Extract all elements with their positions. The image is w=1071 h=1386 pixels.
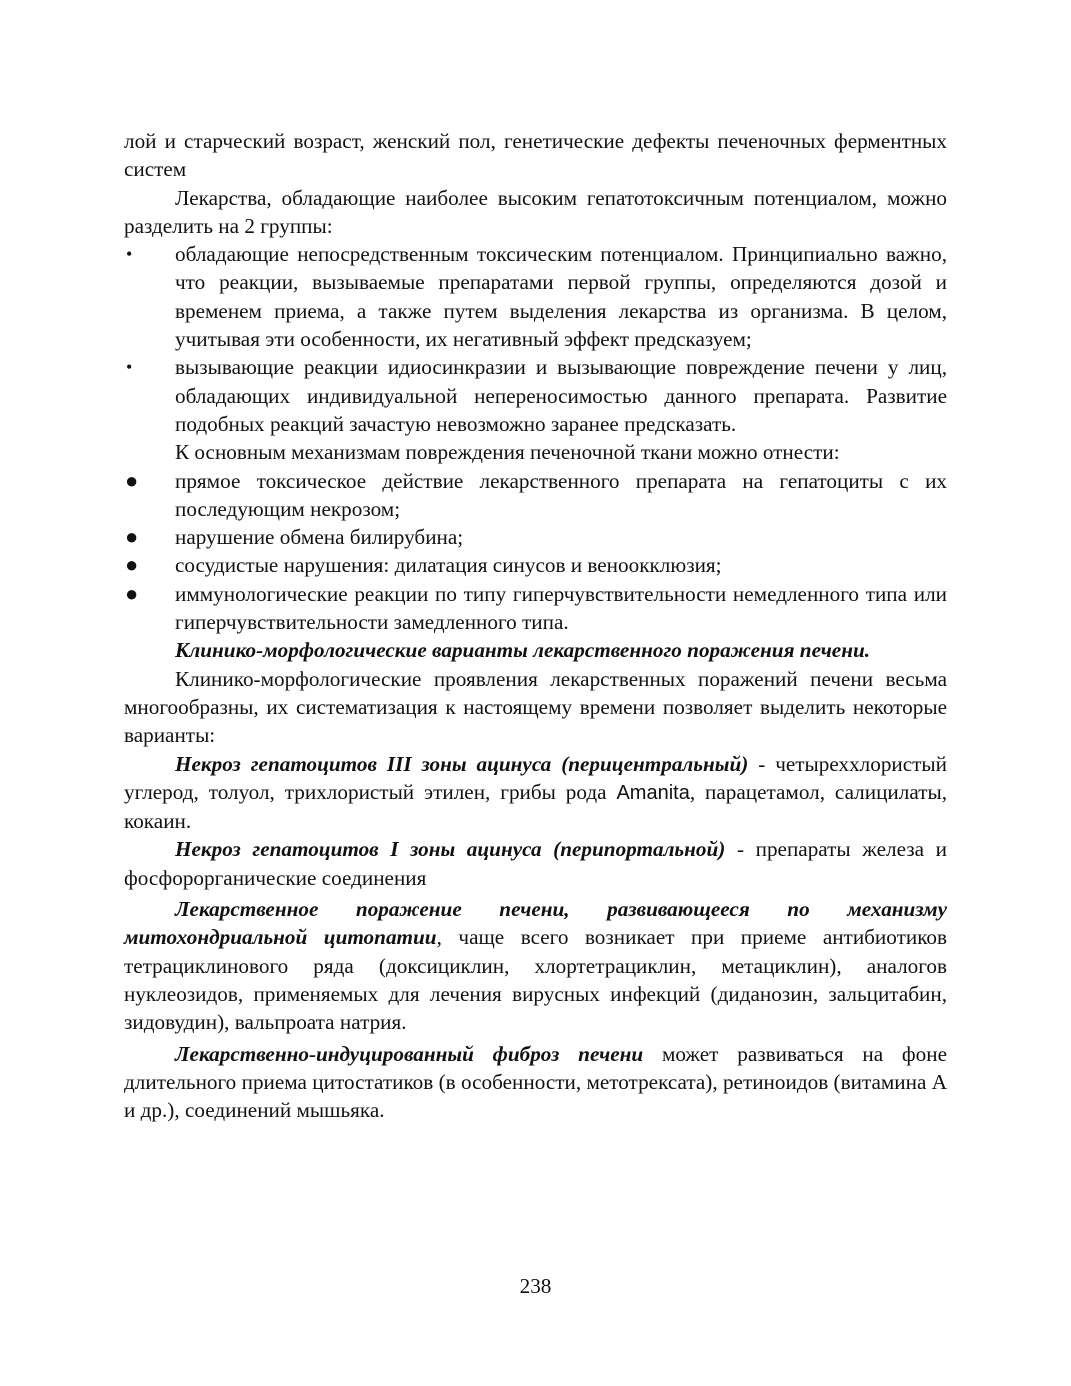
list-item	[124, 551, 947, 579]
list-item-text: сосудистые нарушения: дилатация синусов и веноокклюзия;	[175, 553, 722, 578]
list-item	[124, 580, 947, 637]
variant-description: - четыреххлористый углерод, толуол, трихлористый этилен, грибы рода	[124, 751, 947, 804]
variant-term: Лекарственно-индуцированный фиброз печени	[175, 1041, 644, 1066]
paragraph-variant-fibrosis	[124, 1040, 947, 1125]
list-item	[124, 467, 947, 524]
paragraph-variant-mitochondrial	[124, 895, 947, 1036]
list-item-text: иммунологические реакции по типу гиперчувствительности немедленного типа или гиперчувствительности замедленного типа.	[175, 581, 947, 635]
page-body	[124, 127, 947, 1124]
section-heading: Клинико-морфологические варианты лекарственного поражения печени.	[175, 638, 871, 663]
list-item-text: обладающие непосредственным токсическим потенциалом. Принципиально важно, что реакции, вызываемые препаратами первой группы, определяются дозой и временем приема, а также путем выделения лекарства из организма. В целом, учитывая эти особенности, их негативный эффект предсказуем;	[175, 242, 947, 352]
bullet-icon: ●	[125, 552, 139, 578]
paragraph-variants-intro: Клинико-морфологические проявления лекарственных поражений печени весьма многообразны, их систематизация к настоящему времени позволяет выделить некоторые варианты:	[124, 666, 947, 748]
variant-description-end: , парацетамол, салицилаты, кокаин.	[124, 779, 947, 834]
bullet-icon: •	[126, 244, 133, 265]
paragraph-mechanisms-intro: К основным механизмам повреждения печеночной ткани можно отнести:	[175, 440, 840, 465]
variant-term: Некроз гепатоцитов III зоны ацинуса (перицентральный)	[175, 751, 749, 776]
page-number: 238	[519, 1274, 552, 1298]
variant-description: может развиваться на фоне длительного приема цитостатиков (в особенности, метотрексата), ретиноидов (витамина А и др.), соединений мышьяка.	[124, 1041, 947, 1123]
variant-term: Лекарственное поражение печени, развивающееся по механизму митохондриальной цитопатии	[124, 897, 947, 950]
drug-groups-list	[124, 240, 947, 438]
list-item	[124, 523, 947, 551]
paragraph-risk-factors-continuation: лой и старческий возраст, женский пол, генетические дефекты печеночных ферментных систем	[124, 129, 947, 182]
list-item-text: прямое токсическое действие лекарственного препарата на гепатоциты с их последующим некрозом;	[175, 468, 947, 521]
paragraph-drug-groups-intro: Лекарства, обладающие наиболее высоким гепатотоксичным потенциалом, можно разделить на 2 группы:	[124, 185, 947, 238]
bullet-icon: ●	[125, 467, 139, 493]
bullet-icon: ●	[125, 580, 139, 606]
list-item	[124, 353, 947, 438]
variant-term: Некроз гепатоцитов I зоны ацинуса (перипортальной)	[175, 837, 726, 862]
variant-description: , чаще всего возникает при приеме антибиотиков тетрациклинового ряда (доксициклин, хлортетрациклин, метациклин), аналогов нуклеозидов, применяемых для лечения вирусных инфекций (диданозин, зальцитабин, зидовудин), вальпроата натрия.	[124, 925, 948, 1035]
latin-genus-name: Amanita	[616, 781, 690, 804]
paragraph-variant-necrosis-zone-3	[124, 750, 947, 836]
paragraph-variant-necrosis-zone-1	[124, 835, 947, 892]
bullet-icon: ●	[125, 524, 139, 550]
variant-description: - препараты железа и фосфорорганические соединения	[124, 837, 947, 890]
list-item-text: нарушение обмена билирубина;	[175, 525, 464, 550]
list-item-text: вызывающие реакции идиосинкразии и вызывающие повреждение печени у лиц, обладающих индивидуальной непереносимостью данного препарата. Развитие подобных реакций зачастую невозможно заранее предсказать.	[175, 355, 947, 436]
list-item	[124, 240, 947, 353]
bullet-icon: •	[126, 357, 133, 378]
mechanisms-list	[124, 467, 947, 637]
